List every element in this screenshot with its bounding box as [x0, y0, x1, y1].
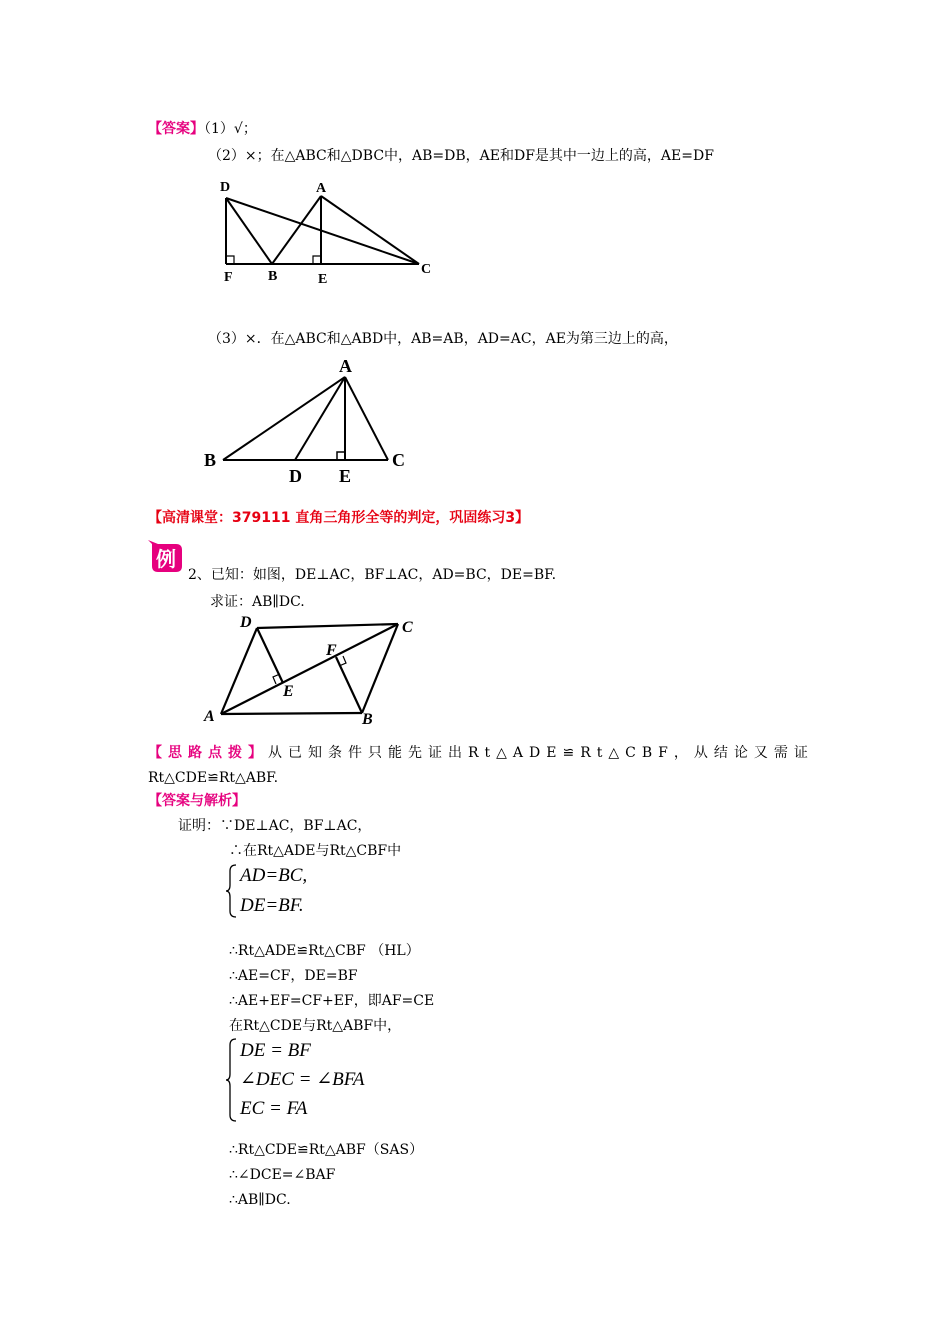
figure-3-diagram [200, 612, 428, 730]
fig3-label-f: F [326, 642, 337, 659]
hint-text-2: Rt△CDE≌Rt△ABF. [148, 770, 279, 786]
fig3-label-c: C [402, 619, 413, 636]
solution-line-5: 在Rt△CDE与Rt△ABF中， [229, 1018, 402, 1034]
fig2-label-d: D [289, 466, 302, 486]
system-2-eq-1: DE = BF [240, 1040, 311, 1061]
fig2-label-b: B [204, 450, 217, 470]
example-badge-icon [148, 540, 184, 576]
figure-2-diagram [200, 352, 415, 488]
fig3-label-a: A [204, 708, 215, 725]
system-1-brace [226, 864, 238, 918]
solution-line-8: ∴AB∥DC. [229, 1192, 291, 1208]
figure-1-diagram [212, 172, 442, 288]
fig3-label-b: B [362, 711, 373, 728]
solution-line-6: ∴Rt△CDE≌Rt△ABF（SAS） [229, 1142, 424, 1158]
solution-tag: 【答案与解析】 [148, 793, 246, 809]
fig1-label-f: F [224, 270, 233, 285]
classroom-title: 【高清课堂：379111 直角三角形全等的判定，巩固练习3】 [148, 510, 530, 526]
example-prove: 求证：AB∥DC. [210, 594, 305, 610]
solution-line-2: ∴Rt△ADE≌Rt△CBF （HL） [229, 943, 420, 959]
example-given: 2、已知：如图，DE⊥AC，BF⊥AC，AD=BC，DE=BF. [188, 567, 557, 583]
solution-line-1: ∴在Rt△ADE与Rt△CBF中 [229, 843, 402, 859]
answer-part-1: （1）√； [204, 121, 257, 137]
system-1-eq-2: DE=BF. [240, 895, 304, 916]
fig2-label-c: C [392, 450, 405, 470]
answer-tag: 【答案】 [148, 121, 204, 137]
fig3-label-e: E [283, 683, 294, 700]
fig2-label-a: A [339, 356, 352, 376]
answer-line-1 [148, 119, 257, 139]
system-2-eq-2: ∠DEC = ∠BFA [240, 1069, 365, 1090]
fig2-label-e: E [339, 466, 352, 486]
fig1-label-d: D [220, 180, 231, 195]
fig1-label-c: C [421, 262, 432, 277]
answer-part-3: （3）×．在△ABC和△ABD中，AB=AB，AD=AC，AE为第三边上的高， [208, 331, 678, 347]
example-badge-label: 例 [156, 547, 176, 571]
hint-text-1: 从已知条件只能先证出Rt△ADE≌Rt△CBF，从结论又需证 [268, 745, 814, 761]
fig1-label-e: E [318, 272, 328, 287]
fig1-label-b: B [268, 269, 278, 284]
hint-line-1 [148, 743, 814, 763]
system-2-eq-3: EC = FA [240, 1098, 308, 1119]
system-1-eq-1: AD=BC, [240, 865, 308, 886]
solution-line-3: ∴AE=CF，DE=BF [229, 968, 358, 984]
system-2-brace [226, 1038, 238, 1122]
solution-line-7: ∴∠DCE=∠BAF [229, 1167, 336, 1183]
fig1-label-a: A [316, 181, 327, 196]
answer-part-2: （2）×；在△ABC和△DBC中，AB=DB，AE和DF是其中一边上的高，AE=DF [208, 148, 714, 164]
hint-tag: 【思路点拨】 [148, 745, 268, 761]
solution-line-0: 证明：∵DE⊥AC，BF⊥AC， [178, 818, 372, 834]
fig3-label-d: D [240, 614, 252, 631]
solution-line-4: ∴AE+EF=CF+EF，即AF=CE [229, 993, 435, 1009]
